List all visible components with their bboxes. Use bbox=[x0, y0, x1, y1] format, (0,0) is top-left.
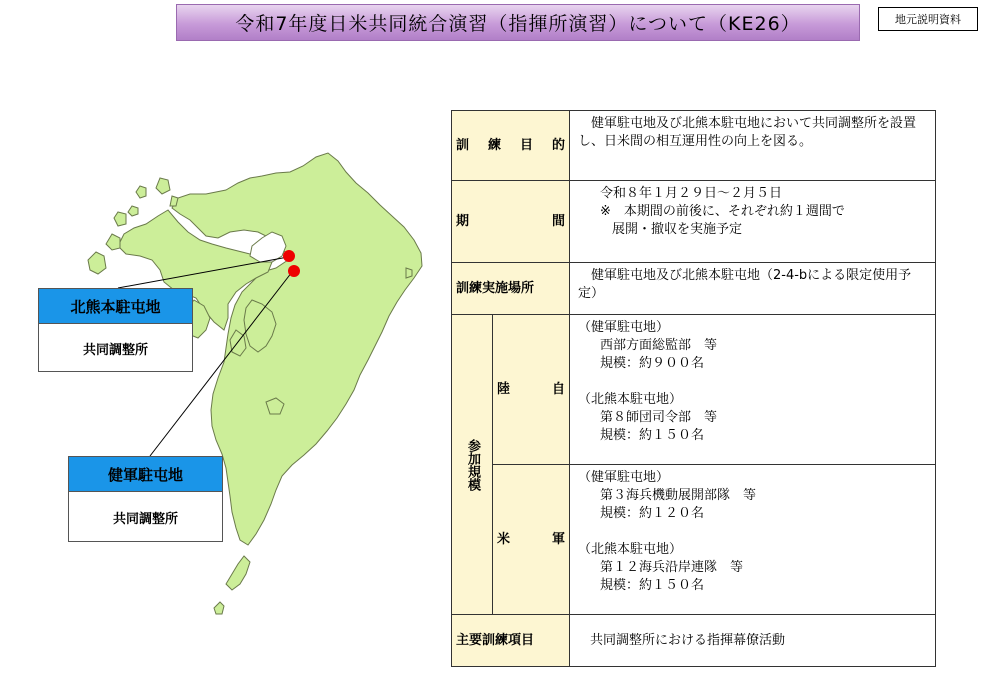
period-note-cont: 展開・撤収を実施予定 bbox=[612, 222, 743, 237]
kengun-marker bbox=[288, 265, 300, 277]
period-note: ※ 本期間の前後に、それぞれ約１週間で bbox=[600, 204, 845, 219]
period-dates: 令和８年１月２９日～２月５日 bbox=[600, 186, 783, 201]
usmil-value bbox=[570, 465, 936, 615]
gsdf-base1-unit: 西部方面総監部 等 bbox=[600, 338, 718, 353]
kita-kumamoto-name: 北熊本駐屯地 bbox=[39, 289, 192, 324]
yakushima bbox=[214, 602, 224, 614]
gsdf-base2-unit: 第８師団司令部 等 bbox=[600, 410, 718, 425]
main-item-text: 共同調整所における指揮幕僚活動 bbox=[590, 633, 786, 648]
gsdf-base2-size: 規模：約１５０名 bbox=[600, 428, 705, 443]
usmil-base2-size: 規模：約１５０名 bbox=[600, 578, 705, 593]
location-label: 訓練実施場所 bbox=[456, 280, 535, 296]
kita-kumamoto-callout bbox=[38, 288, 193, 372]
goto-island-2 bbox=[106, 234, 120, 250]
table-row bbox=[452, 111, 936, 181]
tsushima-islet bbox=[128, 206, 138, 216]
purpose-value: 健軍駐屯地及び北熊本駐屯地において共同調整所を設置し、日米間の相互運用性の向上を図る。 bbox=[570, 111, 936, 181]
hirado-island bbox=[114, 212, 126, 226]
location-label-cell bbox=[452, 263, 570, 315]
kengun-role: 共同調整所 bbox=[112, 511, 178, 527]
iki-island bbox=[156, 178, 170, 194]
iki-islet bbox=[136, 186, 146, 198]
purpose-label-cell bbox=[452, 111, 570, 181]
table-row bbox=[452, 615, 936, 667]
period-label: 期 間 bbox=[456, 213, 565, 229]
koshiki-island bbox=[170, 196, 178, 206]
small-islet-east bbox=[406, 268, 412, 278]
main-item-value bbox=[570, 615, 936, 667]
scale-label: 参加規模 bbox=[465, 438, 480, 491]
goto-island-1 bbox=[88, 252, 106, 274]
usmil-base1-size: 規模：約１２０名 bbox=[600, 506, 705, 521]
document-tag: 地元説明資料 bbox=[878, 7, 978, 31]
usmil-label: 米 軍 bbox=[497, 531, 565, 547]
scale-label-cell bbox=[452, 315, 493, 615]
main-item-label-cell bbox=[452, 615, 570, 667]
table-row bbox=[452, 181, 936, 263]
gsdf-label-cell bbox=[493, 315, 570, 465]
usmil-base1-name: （健軍駐屯地） bbox=[578, 470, 670, 485]
table-row bbox=[452, 315, 936, 465]
period-value bbox=[570, 181, 936, 263]
gsdf-base1-name: （健軍駐屯地） bbox=[578, 320, 670, 335]
gsdf-base2-name: （北熊本駐屯地） bbox=[578, 392, 683, 407]
kengun-name: 健軍駐屯地 bbox=[69, 457, 222, 492]
main-item-label: 主要訓練項目 bbox=[456, 632, 535, 648]
usmil-base1-unit: 第３海兵機動展開部隊 等 bbox=[600, 488, 757, 503]
page-title: 令和7年度日米共同統合演習（指揮所演習）について（KE26） bbox=[176, 4, 860, 41]
kita-kumamoto-marker bbox=[283, 250, 295, 262]
exercise-info-table bbox=[451, 110, 936, 667]
gsdf-base1-size: 規模：約９００名 bbox=[600, 356, 705, 371]
kengun-callout bbox=[68, 456, 223, 542]
gsdf-label: 陸 自 bbox=[497, 381, 565, 397]
table-row bbox=[452, 465, 936, 615]
ariake-sea bbox=[250, 232, 286, 262]
table-row bbox=[452, 263, 936, 315]
purpose-label: 訓 練 目 的 bbox=[456, 137, 565, 153]
usmil-label-cell bbox=[493, 465, 570, 615]
usmil-base2-unit: 第１２海兵沿岸連隊 等 bbox=[600, 560, 744, 575]
period-label-cell bbox=[452, 181, 570, 263]
usmil-base2-name: （北熊本駐屯地） bbox=[578, 542, 683, 557]
tanegashima bbox=[226, 556, 250, 590]
gsdf-value bbox=[570, 315, 936, 465]
kita-kumamoto-role: 共同調整所 bbox=[82, 342, 148, 358]
location-value: 健軍駐屯地及び北熊本駐屯地（2-4-bによる限定使用予定） bbox=[570, 263, 936, 315]
